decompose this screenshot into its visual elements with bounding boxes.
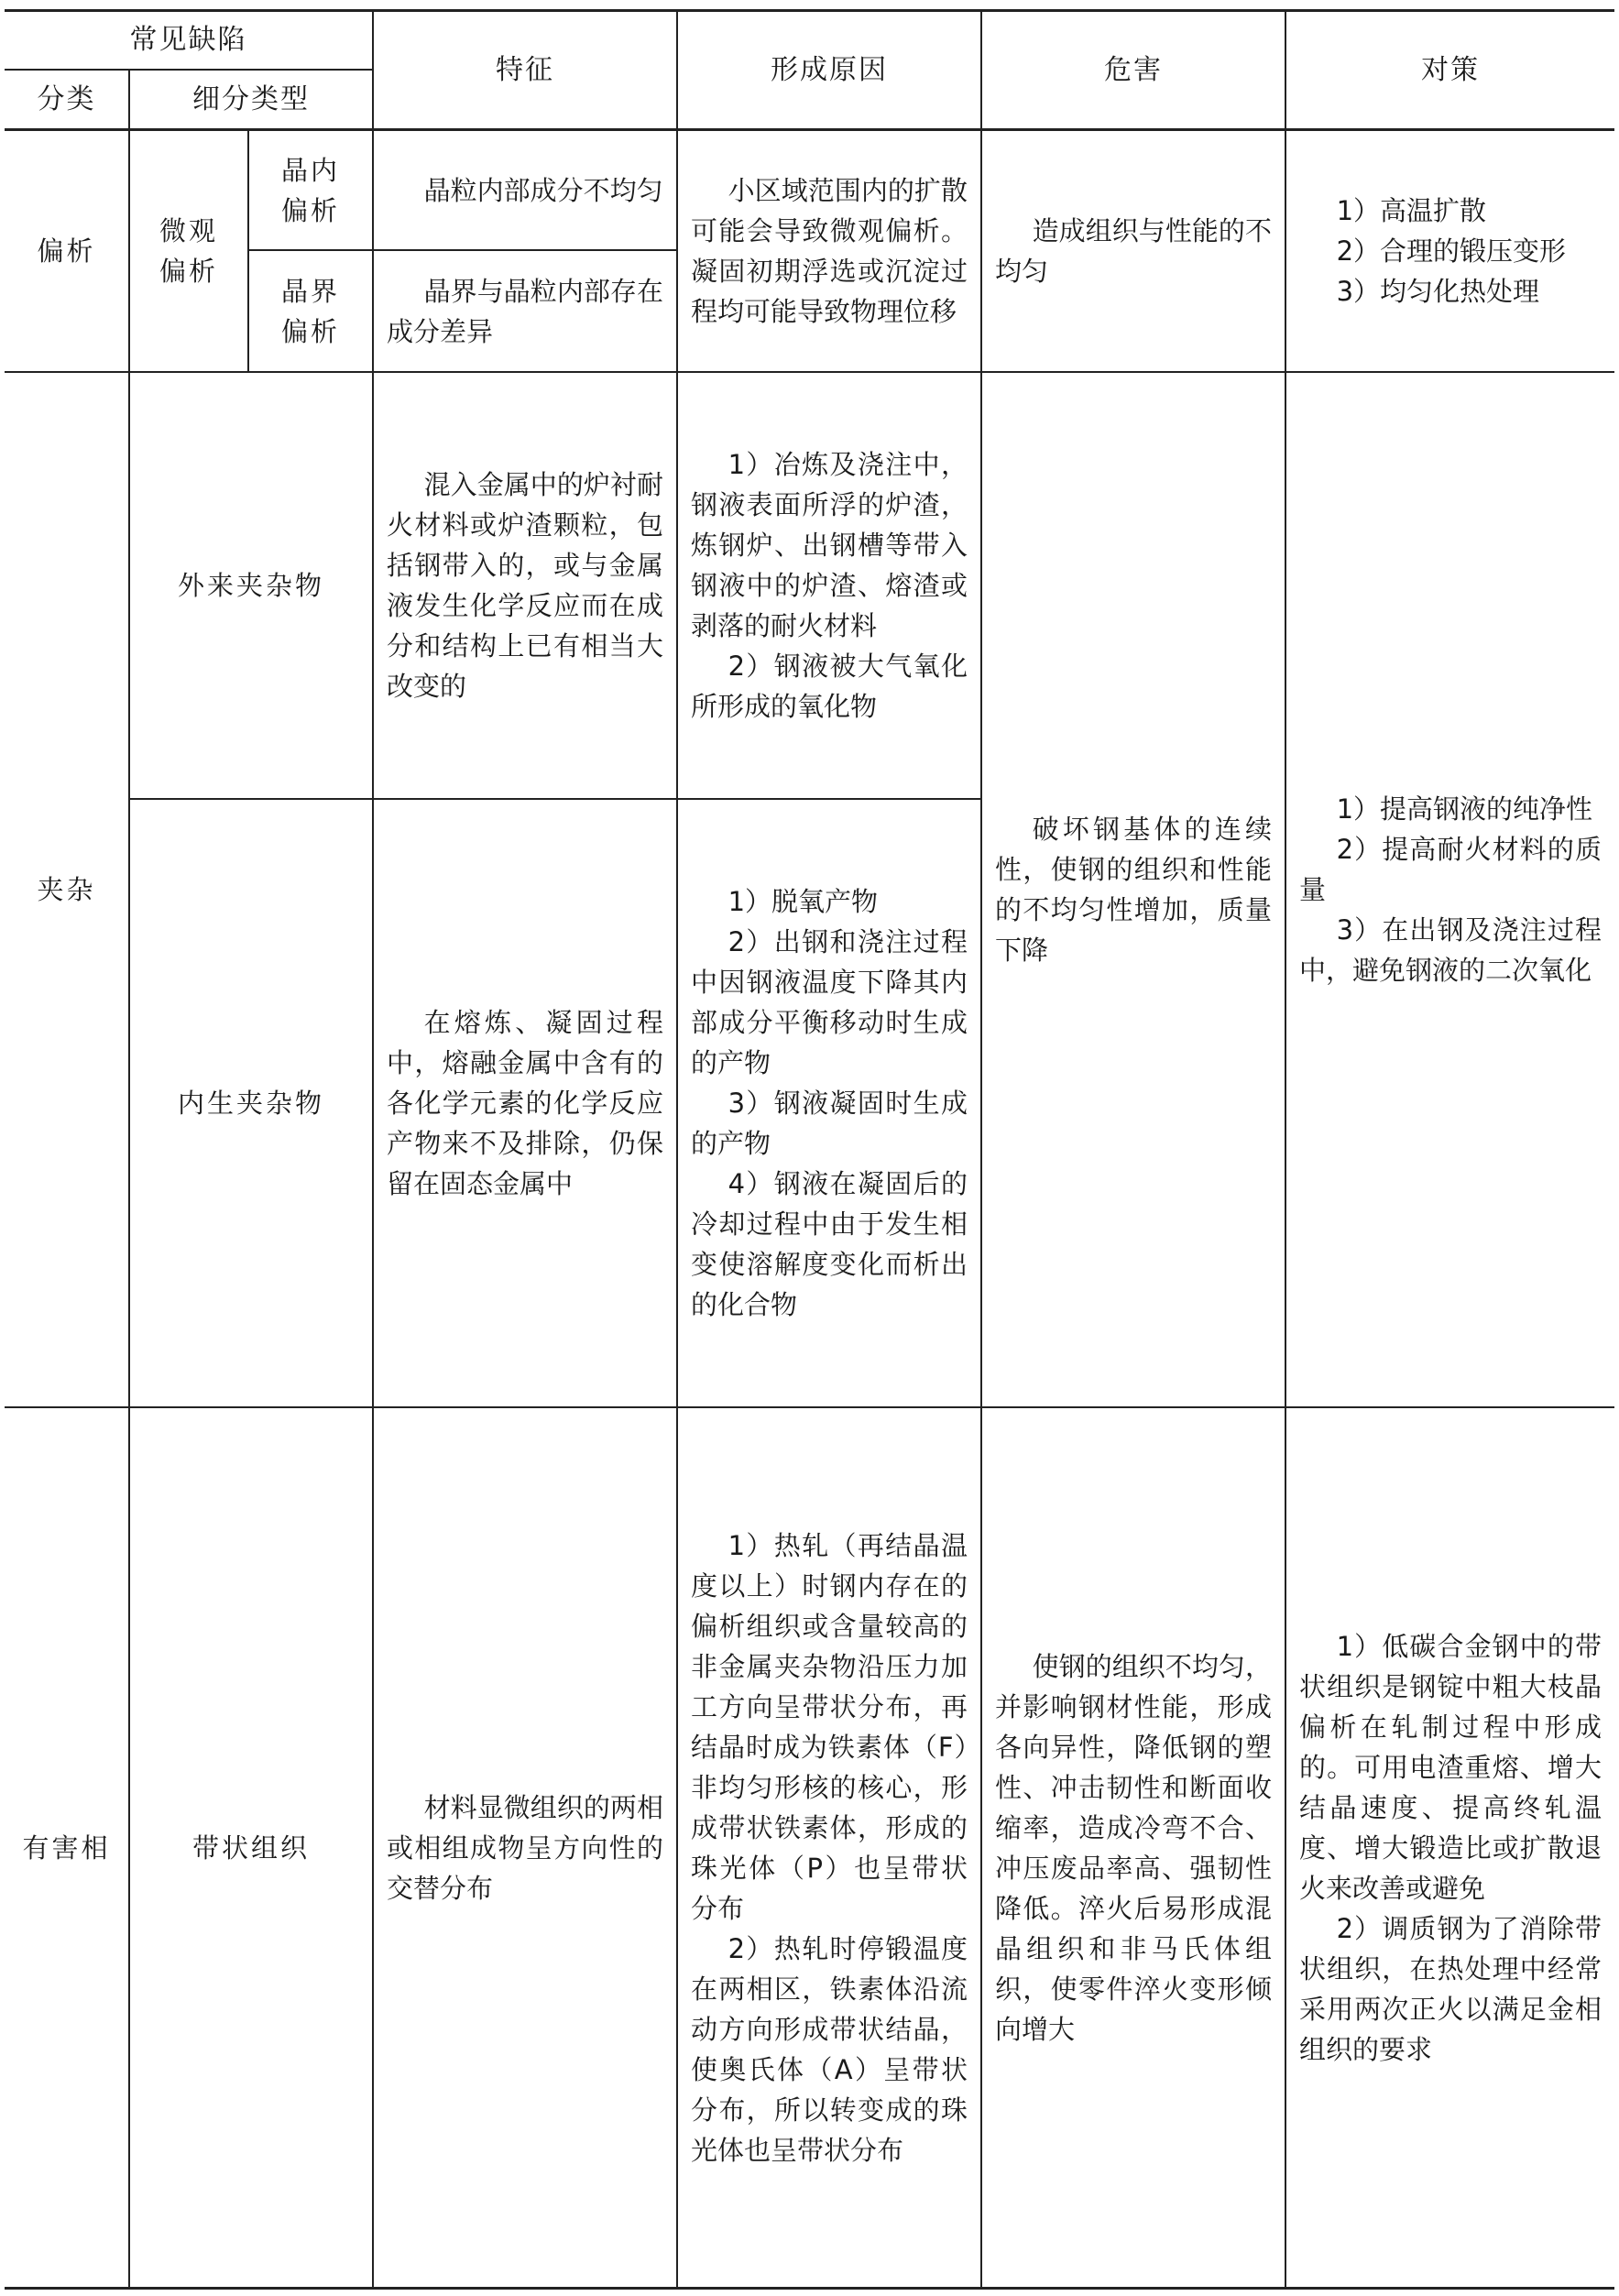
header-subtype-text: 细分类型 — [192, 82, 310, 115]
harmful-phase-cause-item-1: 1）热轧（再结晶温度以上）时钢内存在的偏析组织或含量较高的非金属夹杂物沿压力加工方向呈带状分布，再结晶时成为铁素体（F）非均匀形核的核心，形成带状铁素体，形成的珠光体（P）也呈带状分布 — [691, 1529, 968, 1924]
segregation-measure-3: 3）均匀化热处理 — [1336, 276, 1540, 307]
segregation-cause-text: 小区域范围内的扩散可能会导致微观偏析。凝固初期浮选或沉淀过程均可能导致物理位移 — [691, 175, 968, 327]
inclusion-feature-1 — [374, 373, 676, 798]
inclusion-cause-2 — [678, 800, 980, 1406]
header-causes — [678, 12, 980, 128]
header-common-defects — [5, 12, 372, 69]
header-hazards — [982, 12, 1285, 128]
segregation-category-text: 偏析 — [37, 235, 96, 267]
segregation-feature-1-text: 晶粒内部成分不均匀 — [423, 174, 663, 206]
header-category-text: 分类 — [37, 82, 96, 115]
harmful-phase-cause — [678, 1408, 980, 2287]
segregation-subgroup-text: 微观偏析 — [159, 215, 218, 287]
header-hazards-text: 危害 — [1104, 53, 1163, 86]
segregation-hazard-text: 造成组织与性能的不均匀 — [995, 215, 1272, 287]
inclusion-cause-2-item-4: 4）钢液在凝固后的冷却过程中由于发生相变使溶解度变化而析出的化合物 — [691, 1168, 968, 1320]
header-countermeasures — [1286, 12, 1614, 128]
inclusion-feature-2 — [374, 800, 676, 1406]
header-category — [5, 71, 128, 128]
inclusion-hazard — [982, 373, 1285, 1406]
header-causes-text: 形成原因 — [771, 53, 888, 86]
segregation-measure-2: 2）合理的锻压变形 — [1336, 235, 1567, 267]
inclusion-cause-1 — [678, 373, 980, 798]
inclusion-cause-1-item-1: 1）冶炼及浇注中，钢液表面所浮的炉渣，炼钢炉、出钢槽等带入钢液中的炉渣、熔渣或剥落的耐火材料 — [691, 449, 968, 641]
segregation-subgroup — [130, 131, 247, 371]
harmful-phase-sub-text: 带状组织 — [191, 1831, 310, 1864]
inclusion-measure-3: 3）在出钢及浇注过程中，避免钢液的二次氧化 — [1299, 914, 1602, 986]
inclusion-feature-1-text: 混入金属中的炉衬耐火材料或炉渣颗粒，包括钢带入的，或与金属液发生化学反应而在成分和结构上已有相当大改变的 — [387, 469, 663, 702]
header-features — [374, 12, 676, 128]
inclusion-sub-1-text: 外来夹杂物 — [177, 570, 324, 601]
header-subtype — [130, 71, 372, 128]
inclusion-cause-2-item-3: 3）钢液凝固时生成的产物 — [691, 1088, 968, 1159]
harmful-phase-category — [5, 1408, 128, 2287]
segregation-feature-2 — [374, 251, 676, 371]
inclusion-category-text: 夹杂 — [37, 874, 96, 905]
segregation-category — [5, 131, 128, 371]
harmful-phase-feature — [374, 1408, 676, 2287]
harmful-phase-feature-text: 材料显微组织的两相或相组成物呈方向性的交替分布 — [387, 1791, 663, 1904]
segregation-sub-1-text: 晶内偏析 — [280, 154, 340, 226]
segregation-cause — [678, 131, 980, 371]
inclusion-measures — [1286, 373, 1614, 1406]
inclusion-cause-1-item-2: 2）钢液被大气氧化所形成的氧化物 — [691, 651, 968, 722]
harmful-phase-hazard — [982, 1408, 1285, 2287]
rule-bottom — [5, 2287, 1614, 2290]
harmful-phase-sub — [130, 1408, 372, 2287]
header-countermeasures-text: 对策 — [1421, 53, 1480, 86]
segregation-measures — [1286, 131, 1614, 371]
segregation-feature-1 — [374, 131, 676, 249]
inclusion-sub-2 — [130, 800, 372, 1406]
inclusion-feature-2-text: 在熔炼、凝固过程中，熔融金属中含有的各化学元素的化学反应产物来不及排除，仍保留在固态金属中 — [387, 1007, 663, 1199]
segregation-sub-2 — [249, 251, 372, 371]
harmful-phase-measure-2: 2）调质钢为了消除带状组织，在热处理中经常采用两次正火以满足金相组织的要求 — [1299, 1912, 1602, 2065]
segregation-sub-2-text: 晶界偏析 — [280, 275, 340, 347]
inclusion-measure-1: 1）提高钢液的纯净性 — [1336, 793, 1593, 825]
inclusion-sub-1 — [130, 373, 372, 798]
segregation-sub-1 — [249, 131, 372, 249]
header-common-defects-text: 常见缺陷 — [129, 24, 247, 56]
segregation-measure-1: 1）高温扩散 — [1336, 195, 1487, 226]
segregation-feature-2-text: 晶界与晶粒内部存在成分差异 — [387, 275, 663, 347]
harmful-phase-measures — [1286, 1408, 1614, 2287]
harmful-phase-cause-item-2: 2）热轧时停锻温度在两相区，铁素体沿流动方向形成带状结晶，使奥氏体（A）呈带状分布，所以转变成的珠光体也呈带状分布 — [691, 1932, 968, 2166]
inclusion-hazard-text: 破坏钢基体的连续性，使钢的组织和性能的不均匀性增加，质量下降 — [995, 814, 1272, 966]
inclusion-sub-2-text: 内生夹杂物 — [177, 1088, 324, 1119]
header-features-text: 特征 — [496, 53, 554, 86]
harmful-phase-hazard-text: 使钢的组织不均匀，并影响钢材性能，形成各向异性，降低钢的塑性、冲击韧性和断面收缩率，造成冷弯不合、冲压废品率高、强韧性降低。淬火后易形成混晶组织和非马氏体组织，使零件淬火变形倾向增大 — [995, 1650, 1272, 2045]
inclusion-category — [5, 373, 128, 1406]
segregation-hazard — [982, 131, 1285, 371]
harmful-phase-category-text: 有害相 — [22, 1831, 111, 1864]
inclusion-measure-2: 2）提高耐火材料的质量 — [1299, 834, 1602, 905]
harmful-phase-measure-1: 1）低碳合金钢中的带状组织是钢锭中粗大枝晶偏析在轧制过程中形成的。可用电渣重熔、增大结晶速度、提高终轧温度、增大锻造比或扩散退火来改善或避免 — [1299, 1630, 1602, 1904]
inclusion-cause-2-item-2: 2）出钢和浇注过程中因钢液温度下降其内部成分平衡移动时生成的产物 — [691, 926, 968, 1078]
inclusion-cause-2-item-1: 1）脱氧产物 — [727, 886, 879, 917]
